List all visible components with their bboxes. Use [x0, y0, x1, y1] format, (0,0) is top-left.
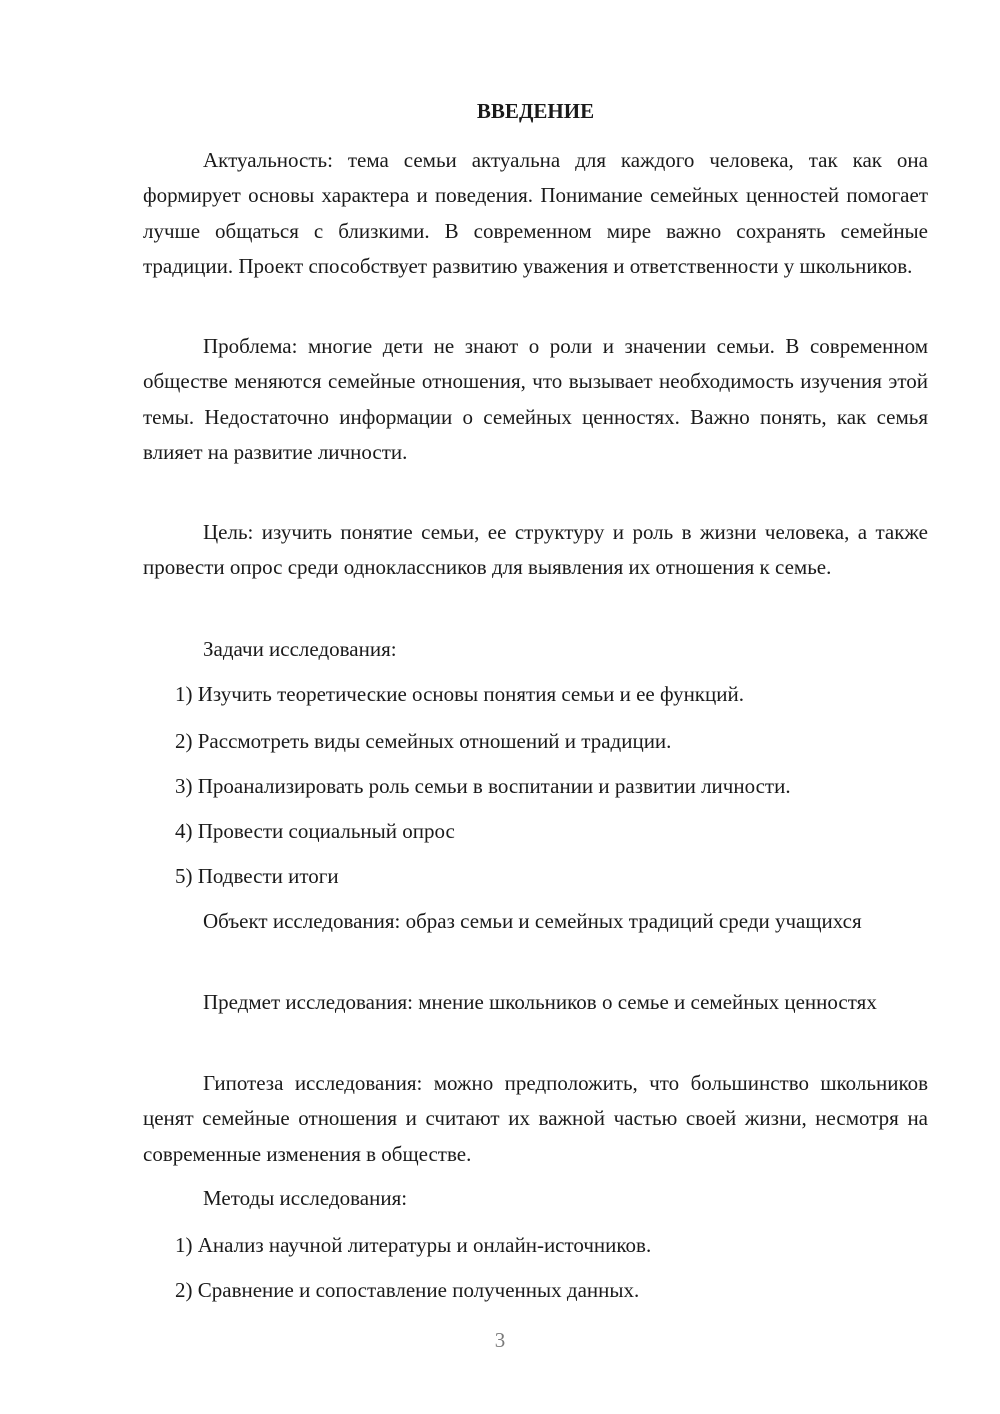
method-item-2: 2) Сравнение и сопоставление полученных данных.	[175, 1278, 640, 1302]
page-title: ВВЕДЕНИЕ	[476, 99, 595, 123]
task-item-3: 3) Проанализировать роль семьи в воспитании и развитии личности.	[175, 774, 791, 798]
subject-paragraph: Предмет исследования: мнение школьников о семье и семейных ценностях	[203, 990, 877, 1014]
task-item-2: 2) Рассмотреть виды семейных отношений и традиции.	[175, 729, 672, 753]
task-item-4: 4) Провести социальный опрос	[175, 819, 455, 843]
goal-paragraph: Цель: изучить понятие семьи, ее структуру и роль в жизни человека, а также провести опрос среди одноклассников для выявления их отношения к семье.	[143, 520, 928, 580]
task-item-5: 5) Подвести итоги	[175, 864, 339, 888]
relevance-paragraph: Актуальность: тема семьи актуальна для каждого человека, так как она формирует основы характера и поведения. Понимание семейных ценностей помогает лучше общаться с близкими. В современном мире важно сохранять семейные традиции. Проект способствует развитию уважения и ответственности у школьников.	[143, 148, 928, 278]
problem-paragraph: Проблема: многие дети не знают о роли и значении семьи. В современном обществе меняются семейные отношения, что вызывает необходимость изучения этой темы. Недостаточно информации о семейных ценностях. Важно понять, как семья влияет на развитие личности.	[143, 334, 928, 464]
task-item-1: 1) Изучить теоретические основы понятия семьи и ее функций.	[175, 682, 744, 706]
hypothesis-paragraph: Гипотеза исследования: можно предположить, что большинство школьников ценят семейные отношения и считают их важной частью своей жизни, несмотря на современные изменения в обществе.	[143, 1071, 928, 1166]
method-item-1: 1) Анализ научной литературы и онлайн-источников.	[175, 1233, 652, 1257]
page-number: 3	[494, 1328, 506, 1352]
object-paragraph: Объект исследования: образ семьи и семейных традиций среди учащихся	[203, 909, 862, 933]
tasks-heading: Задачи исследования:	[203, 637, 397, 661]
methods-heading: Методы исследования:	[203, 1186, 408, 1210]
